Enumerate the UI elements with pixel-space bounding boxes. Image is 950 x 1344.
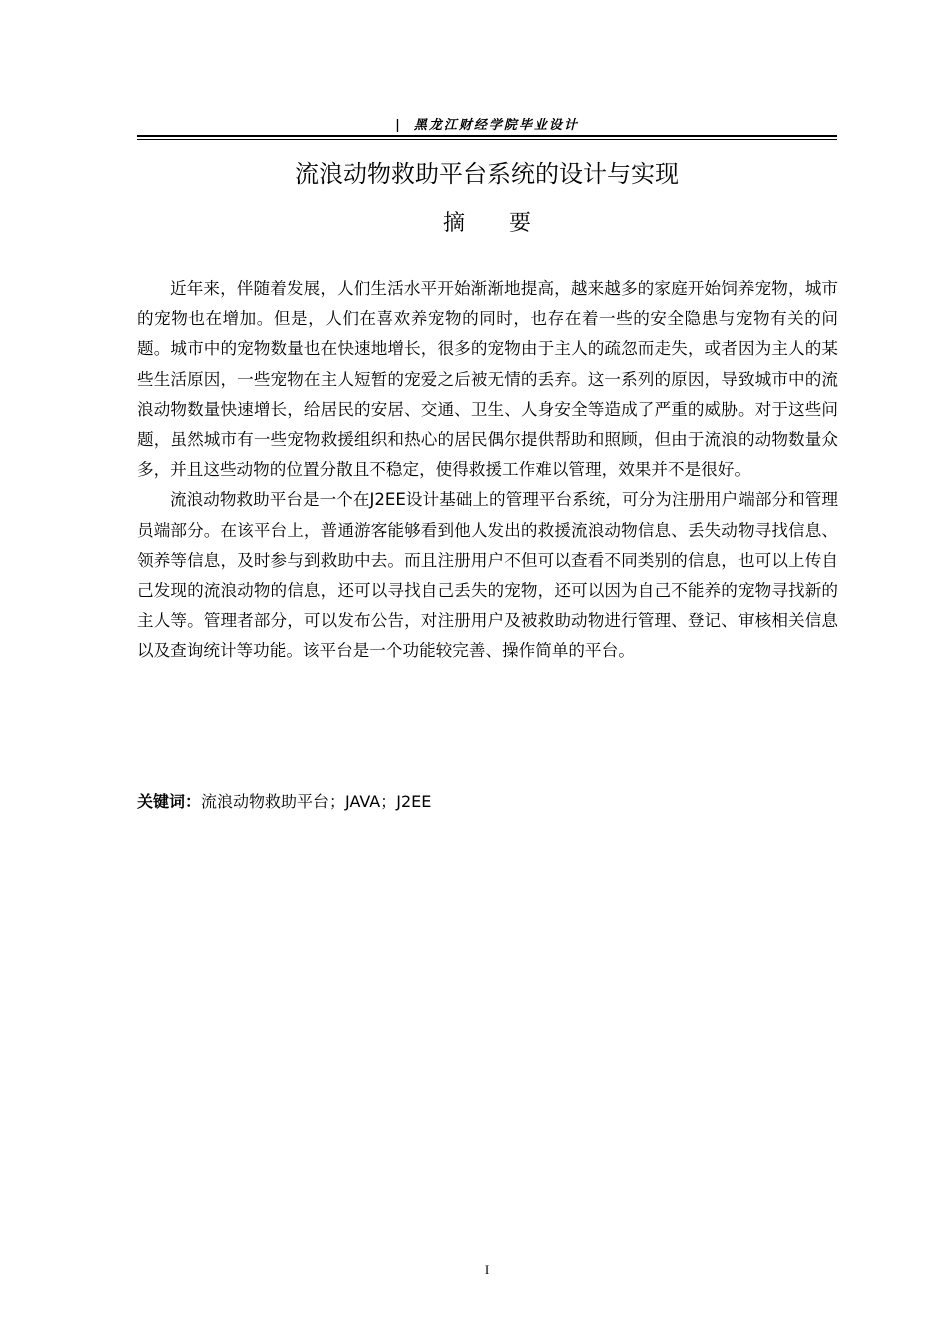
- document-title: 流浪动物救助平台系统的设计与实现: [295, 160, 679, 188]
- header-rule-thin: [137, 139, 837, 140]
- running-header: [137, 114, 837, 133]
- keywords-label: 关键词：: [137, 792, 202, 811]
- header-mark: |: [395, 118, 402, 133]
- abstract-paragraph-2: 流浪动物救助平台是一个在J2EE设计基础上的管理平台系统，可分为注册用户端部分和管理员端部分。在该平台上，普通游客能够看到他人发出的救援流浪动物信息、丢失动物寻找信息、领养等信息，及时参与到救助中去。而且注册用户不但可以查看不同类别的信息，也可以上传自己发现的流浪动物的信息，还可以寻找自己丢失的宠物，还可以因为自己不能养的宠物寻找新的主人等。管理者部分，可以发布公告，对注册用户及被救助动物进行管理、登记、审核相关信息以及查询统计等功能。该平台是一个功能较完善、操作简单的平台。: [137, 490, 838, 661]
- abstract-heading-left: 摘: [442, 211, 465, 236]
- keywords-line: [137, 788, 837, 816]
- page-number: I: [484, 1262, 490, 1277]
- header-rule-thick: [137, 135, 837, 137]
- abstract-heading: [137, 207, 837, 241]
- keywords-value: 流浪动物救助平台；JAVA；J2EE: [201, 792, 432, 811]
- abstract-paragraph-1: 近年来，伴随着发展，人们生活水平开始渐渐地提高，越来越多的家庭开始饲养宠物，城市的宠物也在增加。但是，人们在喜欢养宠物的同时，也存在着一些的安全隐患与宠物有关的问题。城市中的宠物数量也在快速地增长，很多的宠物由于主人的疏忽而走失，或者因为主人的某些生活原因，一些宠物在主人短暂的宠爱之后被无情的丢弃。这一系列的原因，导致城市中的流浪动物数量快速增长，给居民的安居、交通、卫生、人身安全等造成了严重的威胁。对于这些问题，虽然城市有一些宠物救援组织和热心的居民偶尔提供帮助和照顾，但由于流浪的动物数量众多，并且这些动物的位置分散且不稳定，使得救援工作难以管理，效果并不是很好。: [137, 279, 838, 480]
- abstract-heading-right: 要: [509, 211, 532, 236]
- header-institution: 黑龙江财经学院毕业设计: [413, 118, 579, 133]
- abstract-body: [137, 274, 838, 667]
